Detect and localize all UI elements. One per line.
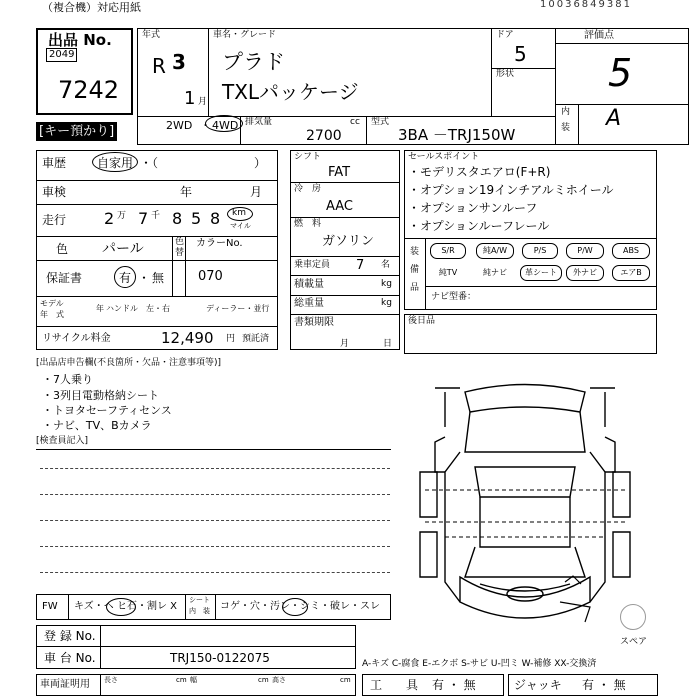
inspection-year-unit: 年 — [180, 185, 193, 199]
jack-value: 有 ・ 無 — [582, 678, 626, 692]
equip-leather-seat: 革シート — [520, 265, 562, 281]
key-held-badge: [キー預かり] — [36, 122, 117, 141]
capacity-unit: 名 — [381, 260, 391, 270]
front-bumper-outline — [460, 577, 590, 618]
equip-airbag: エアB — [612, 265, 650, 281]
mileage-digit-4: 5 — [191, 209, 202, 228]
warranty-yes: 有 — [119, 271, 132, 285]
equip-power-steering: P/S — [522, 243, 558, 259]
gross-label: 総重量 — [294, 298, 324, 309]
fuel-value: ガソリン — [322, 234, 375, 249]
interior-label: 内 装 — [189, 607, 210, 615]
mileage-digit-1: 2 — [104, 209, 115, 228]
displacement-value: 2700 — [306, 128, 342, 144]
history-value: 自家用 — [97, 156, 134, 170]
right-mirror-outline — [605, 437, 615, 472]
form-serial-number: 10036849381 — [540, 0, 632, 10]
notes-header: [出品店申告欄(不良箇所・欠品・注意事項等)] — [36, 358, 222, 368]
form-type-label: （複合機）対応用紙 — [42, 1, 141, 14]
name-label: 車名・グレード — [213, 30, 277, 40]
sales-point-4: ・オプションルーフレール — [408, 219, 550, 233]
equip-external-navi: 外ナビ — [566, 265, 604, 281]
document-deadline-day: 日 — [383, 339, 393, 349]
year-value: 3 — [172, 50, 186, 74]
history-label: 車歴 — [42, 156, 67, 170]
load-unit: kg — [381, 279, 392, 289]
grade-name: TXLパッケージ — [222, 80, 359, 104]
jack-label: ジャッキ — [514, 678, 562, 692]
recycle-status: 預託済 — [242, 334, 270, 344]
model-code-label: 型式 — [371, 117, 390, 127]
recycle-label: リサイクル料金 — [42, 333, 111, 344]
interior-defect-codes: コゲ・穴・汚レ・シミ・破レ・スレ — [220, 601, 380, 612]
load-label: 積載量 — [294, 279, 324, 290]
shift-label: シフト — [294, 152, 322, 162]
displacement-label: 排気量 — [245, 117, 273, 127]
navi-model-label: ナビ型番： — [431, 292, 477, 302]
note-1: ・7人乗り — [42, 373, 93, 386]
color-code-value: 070 — [198, 269, 223, 284]
recycle-unit: 円 — [226, 334, 236, 344]
size-width-label: 幅 — [190, 676, 197, 684]
dealer-type: ディーラー・並行 — [206, 304, 270, 313]
fuel-label: 燃 料 — [294, 219, 322, 229]
note-3: ・トヨタセーフティセンス — [42, 404, 172, 417]
after-items-label: 後日品 — [408, 316, 436, 326]
body-shape-label: 形状 — [496, 69, 515, 79]
spare-label: スペア — [620, 637, 648, 647]
lot-title: 出品 No. — [48, 31, 112, 49]
capacity-label: 乗車定員 — [294, 260, 331, 270]
history-other: ・（ ） — [140, 156, 267, 170]
after-items-box — [404, 314, 657, 354]
rear-bumper-outline — [465, 385, 585, 413]
model-name: プラド — [222, 50, 285, 74]
mileage-unit-mile: マイル — [230, 222, 251, 230]
sales-point-1: ・モデリスタエアロ(F+R) — [408, 165, 551, 179]
rating-score: 5 — [608, 51, 633, 95]
tools-label: 工 具 — [370, 678, 419, 692]
left-mirror-outline — [435, 437, 445, 472]
color-label: 色 — [56, 242, 69, 256]
tools-value: 有 ・ 無 — [432, 678, 476, 692]
size-length-unit: cm — [176, 676, 187, 684]
sales-point-label: セールスポイント — [408, 152, 480, 162]
lot-sub-number: 2049 — [46, 48, 77, 62]
model-year-unit: 年 — [96, 304, 104, 313]
ac-value: AAC — [326, 199, 353, 214]
size-width-unit: cm — [258, 676, 269, 684]
equipment-label-2: 備 — [410, 265, 420, 275]
size-height-unit: cm — [340, 676, 351, 684]
equip-sunroof: S/R — [430, 243, 466, 259]
size-length-label: 長さ — [104, 676, 118, 684]
chassis-number: TRJ150-0122075 — [170, 651, 270, 665]
mileage-unit-km: km — [232, 208, 246, 218]
vehicle-damage-diagram — [405, 372, 645, 634]
windshield-outline — [465, 547, 585, 577]
sales-point-2: ・オプション19インチアルミホイール — [408, 183, 614, 197]
equip-power-window: P/W — [566, 243, 604, 259]
registration-label: 登 録 No. — [44, 629, 96, 643]
interior-label-2: 装 — [561, 123, 571, 133]
drive-2wd: 2WD — [166, 119, 193, 132]
door-label: ドア — [496, 30, 514, 40]
year-era: R — [152, 54, 166, 78]
gross-unit: kg — [381, 298, 392, 308]
mileage-digit-3: 8 — [172, 209, 183, 228]
drive-4wd: 4WD — [212, 119, 239, 132]
displacement-unit: cc — [350, 117, 360, 127]
equip-alloy-wheel: 純A/W — [476, 243, 514, 259]
vehicle-size-label: 車両証明用 — [40, 679, 90, 690]
interior-label-1: 内 — [561, 107, 571, 117]
shift-value: FAT — [328, 165, 351, 180]
mileage-digit-2: 7 — [138, 209, 149, 228]
document-deadline-month: 月 — [340, 339, 350, 349]
inspector-header: [検査員記入] — [36, 436, 89, 446]
capacity-value: 7 — [356, 258, 365, 273]
door-value: 5 — [514, 42, 527, 66]
fw-label: FW — [42, 601, 58, 612]
recycle-value: 12,490 — [161, 329, 214, 347]
mileage-label: 走行 — [42, 213, 67, 227]
mileage-digit-5: 8 — [210, 209, 221, 228]
color-change-label-1: 色 — [175, 237, 185, 247]
warranty-label: 保証書 — [46, 271, 83, 285]
equip-navi: 純ナビ — [483, 268, 507, 277]
document-deadline-label: 書類期限 — [294, 317, 334, 328]
warranty-no: 無 — [152, 271, 165, 285]
warranty-sep: ・ — [138, 271, 151, 285]
spare-tire-icon — [620, 604, 646, 630]
rating-label: 評価点 — [584, 30, 614, 41]
exterior-defect-circle — [106, 598, 136, 616]
mileage-unit-man: 万 — [117, 211, 127, 221]
color-code-label: カラーNo. — [196, 238, 243, 249]
seat-label: シート — [189, 596, 210, 604]
sales-point-3: ・オプションサンルーフ — [408, 201, 538, 215]
exterior-defect-codes: キズ・ヘ ヒ石・割レ X — [74, 601, 178, 612]
mileage-unit-sen: 千 — [151, 211, 161, 221]
inspection-month-unit: 月 — [250, 185, 263, 199]
year-label: 年式 — [142, 30, 161, 40]
color-value: パール — [102, 241, 144, 257]
equipment-label-1: 装 — [410, 247, 420, 257]
ac-label: 冷 房 — [294, 184, 322, 194]
equip-abs: ABS — [612, 243, 650, 259]
size-height-label: 高さ — [272, 676, 286, 684]
model-year-label-2: 年 式 — [40, 310, 64, 319]
interior-defect-circle — [282, 598, 308, 616]
note-2: ・3列目電動格納シート — [42, 389, 159, 402]
model-code-value: 3BA －TRJ150W — [398, 126, 516, 144]
model-year-label-1: モデル — [40, 299, 64, 308]
drive-separator: ・ — [200, 119, 211, 132]
equipment-label-3: 品 — [410, 283, 420, 293]
handle-side: ハンドル 左・右 — [106, 304, 170, 313]
equip-tv: 純TV — [438, 268, 458, 277]
damage-code-legend: A-キズ C-腐食 E-エクボ S-サビ U-凹ミ W-補修 XX-交換済 — [362, 659, 597, 669]
year-month: 1 — [184, 88, 196, 109]
color-change-label-2: 替 — [175, 248, 185, 258]
note-4: ・ナビ、TV、Bカメラ — [42, 419, 152, 432]
year-month-unit: 月 — [198, 97, 208, 107]
chassis-label: 車 台 No. — [44, 651, 96, 665]
roof-outline — [475, 467, 575, 497]
lot-number: 7242 — [58, 76, 120, 104]
inspection-label: 車検 — [42, 185, 67, 199]
interior-grade: A — [606, 106, 622, 131]
